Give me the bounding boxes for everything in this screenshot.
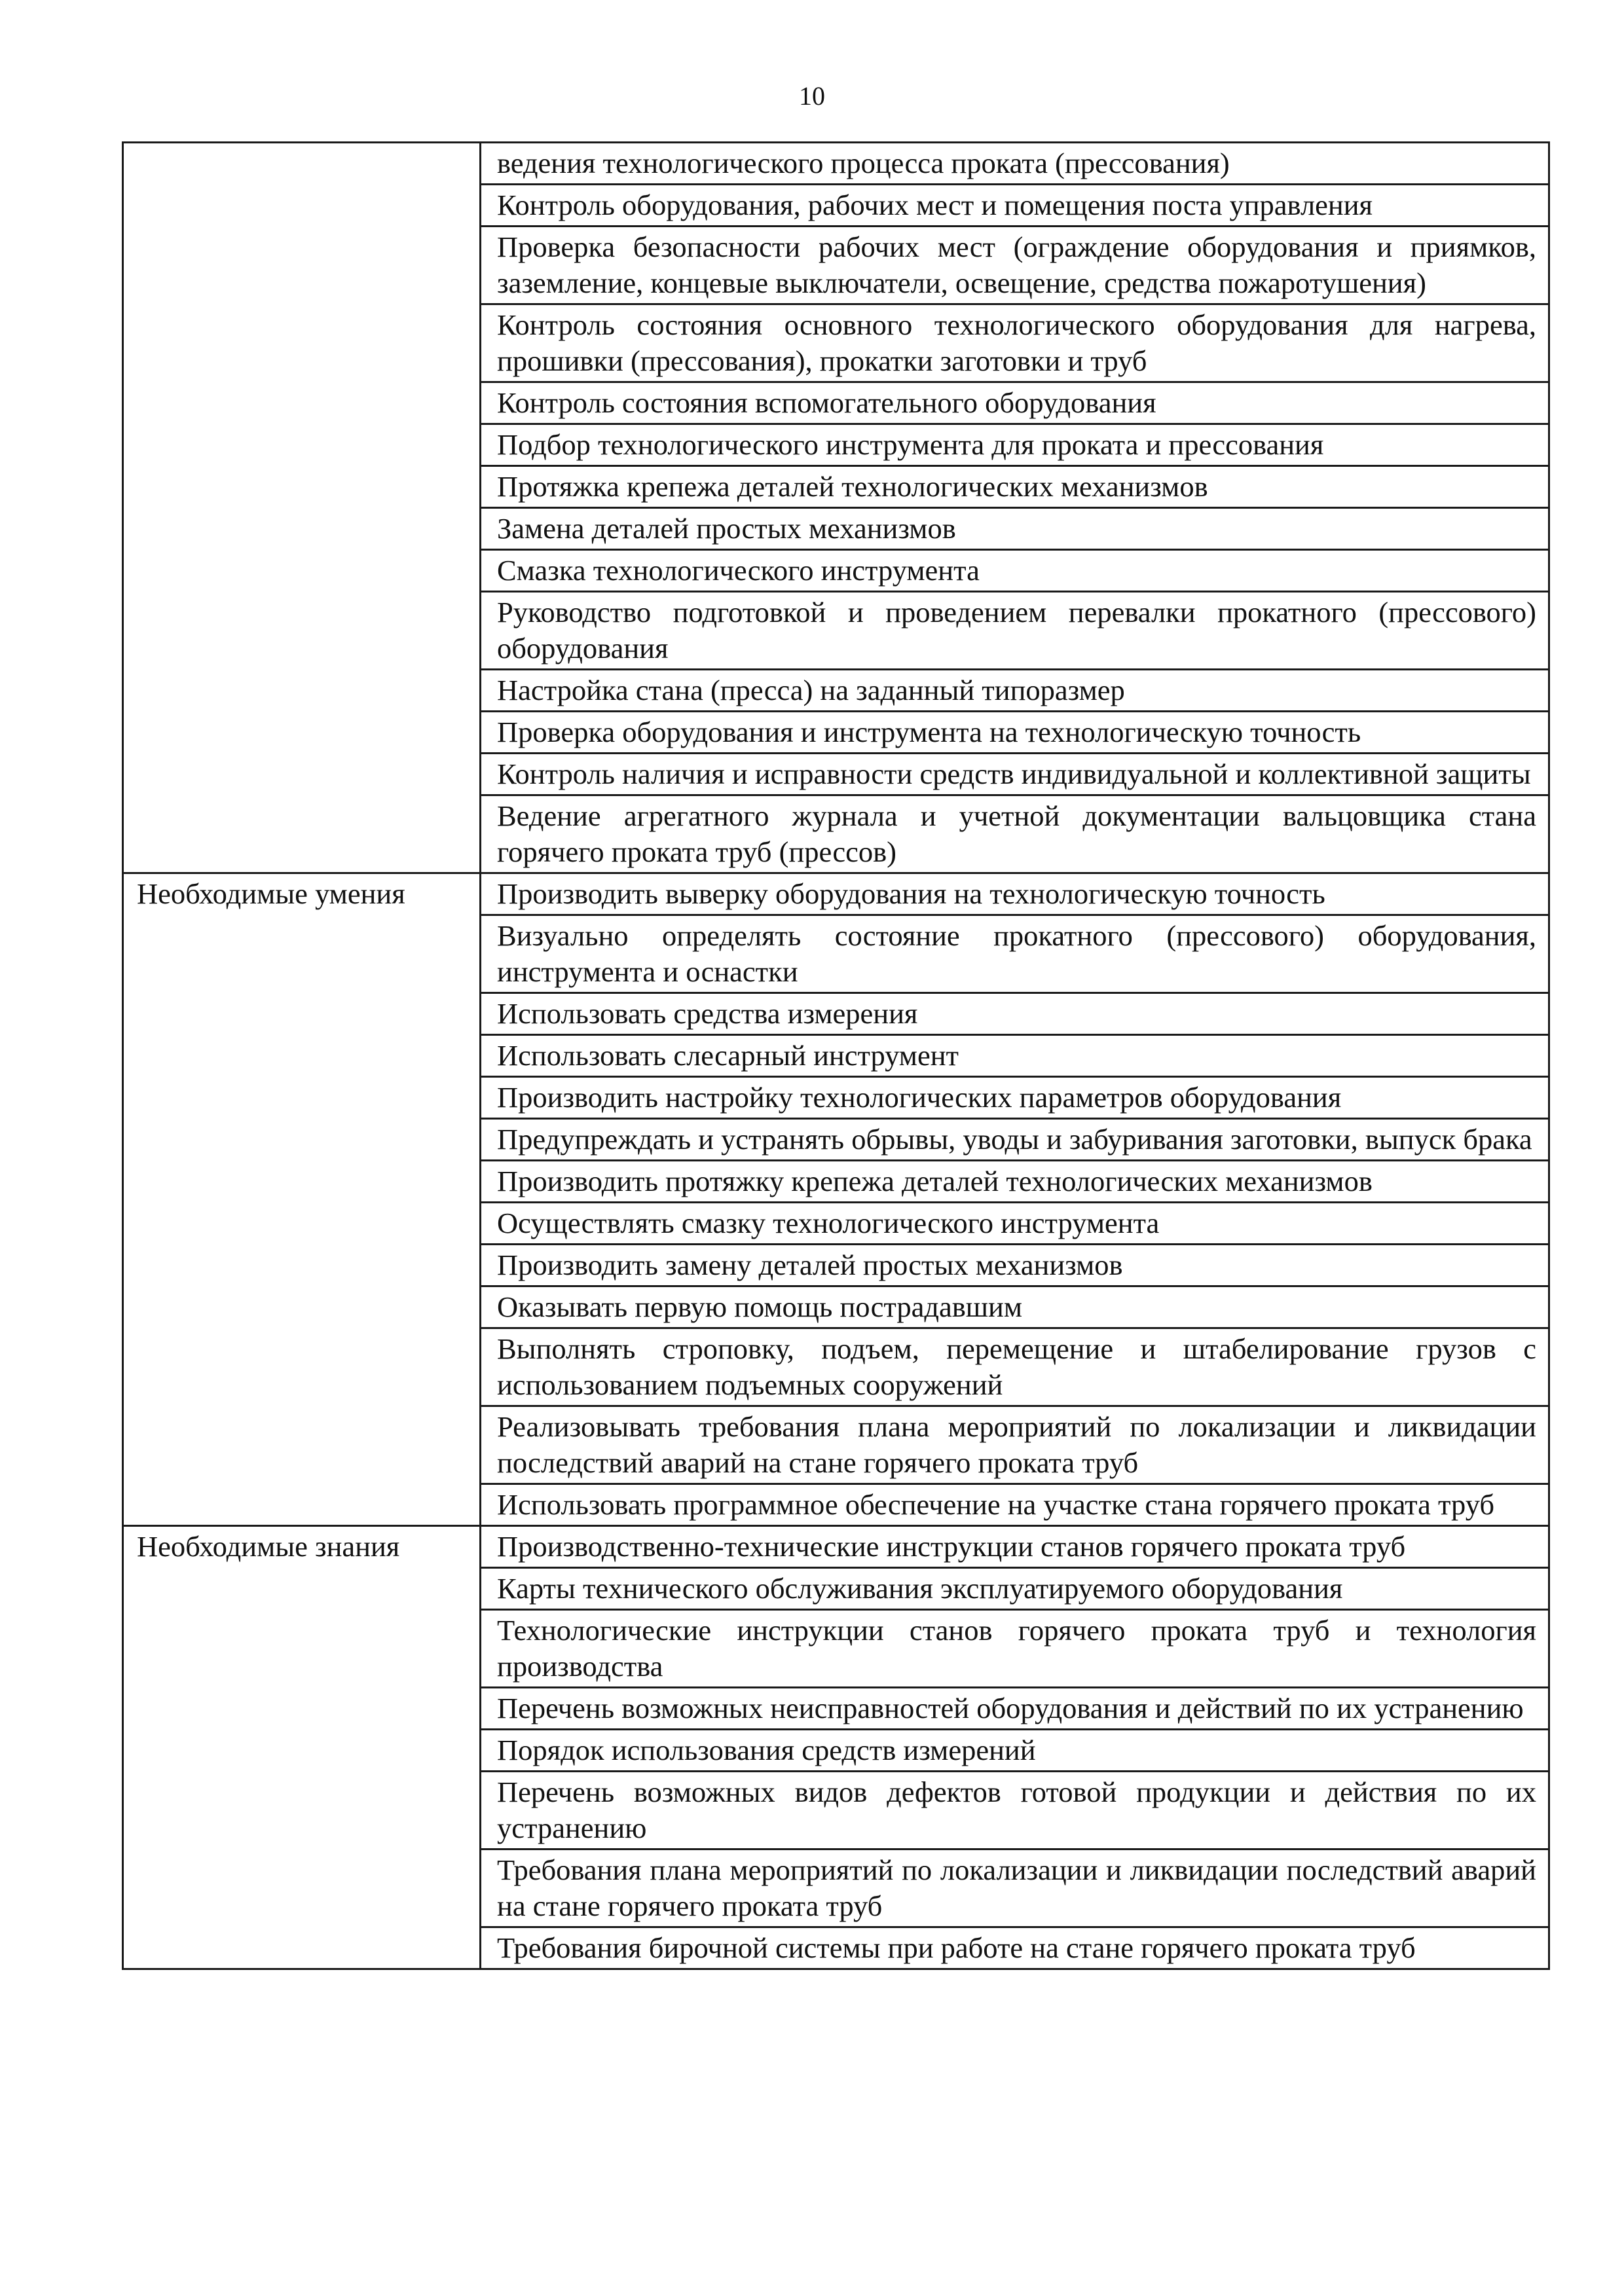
table-item-cell: Контроль оборудования, рабочих мест и помещения поста управления [481,185,1549,227]
requirements-table-body [123,143,1549,1969]
table-item-cell: Контроль состояния основного технологического оборудования для нагрева, прошивки (прессования), прокатки заготовки и труб [481,304,1549,382]
section-label-cell: Необходимые знания [123,1526,481,1969]
table-item-cell: Руководство подготовкой и проведением перевалки прокатного (прессового) оборудования [481,592,1549,670]
table-item-cell: Контроль наличия и исправности средств индивидуальной и коллективной защиты [481,754,1549,795]
table-item-cell: Производственно-технические инструкции станов горячего проката труб [481,1526,1549,1568]
table-item-cell: Оказывать первую помощь пострадавшим [481,1286,1549,1328]
table-item-cell: Требования плана мероприятий по локализации и ликвидации последствий аварий на стане горячего проката труб [481,1850,1549,1927]
section-label-cell: Необходимые умения [123,873,481,1526]
table-row [123,143,1549,185]
table-item-cell: Ведение агрегатного журнала и учетной документации вальцовщика стана горячего проката труб (прессов) [481,795,1549,873]
table-item-cell: Настройка стана (пресса) на заданный типоразмер [481,670,1549,712]
table-item-cell: Производить протяжку крепежа деталей технологических механизмов [481,1161,1549,1203]
table-item-cell: Порядок использования средств измерений [481,1730,1549,1772]
table-item-cell: Проверка оборудования и инструмента на технологическую точность [481,712,1549,754]
table-item-cell: Подбор технологического инструмента для проката и прессования [481,424,1549,466]
table-item-cell: Реализовывать требования плана мероприятий по локализации и ликвидации последствий аварий на стане горячего проката труб [481,1406,1549,1484]
table-item-cell: Карты технического обслуживания эксплуатируемого оборудования [481,1568,1549,1610]
table-item-cell: Использовать средства измерения [481,993,1549,1035]
table-item-cell: Требования бирочной системы при работе на стане горячего проката труб [481,1927,1549,1969]
table-row [123,1526,1549,1568]
table-item-cell: Контроль состояния вспомогательного оборудования [481,382,1549,424]
table-item-cell: Перечень возможных видов дефектов готовой продукции и действия по их устранению [481,1772,1549,1850]
table-item-cell: Перечень возможных неисправностей оборудования и действий по их устранению [481,1688,1549,1730]
table-item-cell: Производить замену деталей простых механизмов [481,1245,1549,1286]
section-label-cell [123,143,481,873]
table-item-cell: Выполнять строповку, подъем, перемещение и штабелирование грузов с использованием подъемных сооружений [481,1328,1549,1406]
requirements-table [122,141,1550,1970]
table-item-cell: Использовать слесарный инструмент [481,1035,1549,1077]
table-item-cell: Технологические инструкции станов горячего проката труб и технология производства [481,1610,1549,1688]
table-item-cell: Проверка безопасности рабочих мест (ограждение оборудования и приямков, заземление, концевые выключатели, освещение, средства пожаротушения) [481,227,1549,304]
table-item-cell: Замена деталей простых механизмов [481,508,1549,550]
table-item-cell: Использовать программное обеспечение на участке стана горячего проката труб [481,1484,1549,1526]
table-item-cell: Осуществлять смазку технологического инструмента [481,1203,1549,1245]
table-item-cell: ведения технологического процесса проката (прессования) [481,143,1549,185]
table-item-cell: Предупреждать и устранять обрывы, уводы и забуривания заготовки, выпуск брака [481,1119,1549,1161]
table-item-cell: Смазка технологического инструмента [481,550,1549,592]
table-item-cell: Производить выверку оборудования на технологическую точность [481,873,1549,915]
table-item-cell: Визуально определять состояние прокатного (прессового) оборудования, инструмента и оснастки [481,915,1549,993]
table-item-cell: Производить настройку технологических параметров оборудования [481,1077,1549,1119]
page-number: 10 [799,81,825,111]
table-row [123,873,1549,915]
table-item-cell: Протяжка крепежа деталей технологических механизмов [481,466,1549,508]
